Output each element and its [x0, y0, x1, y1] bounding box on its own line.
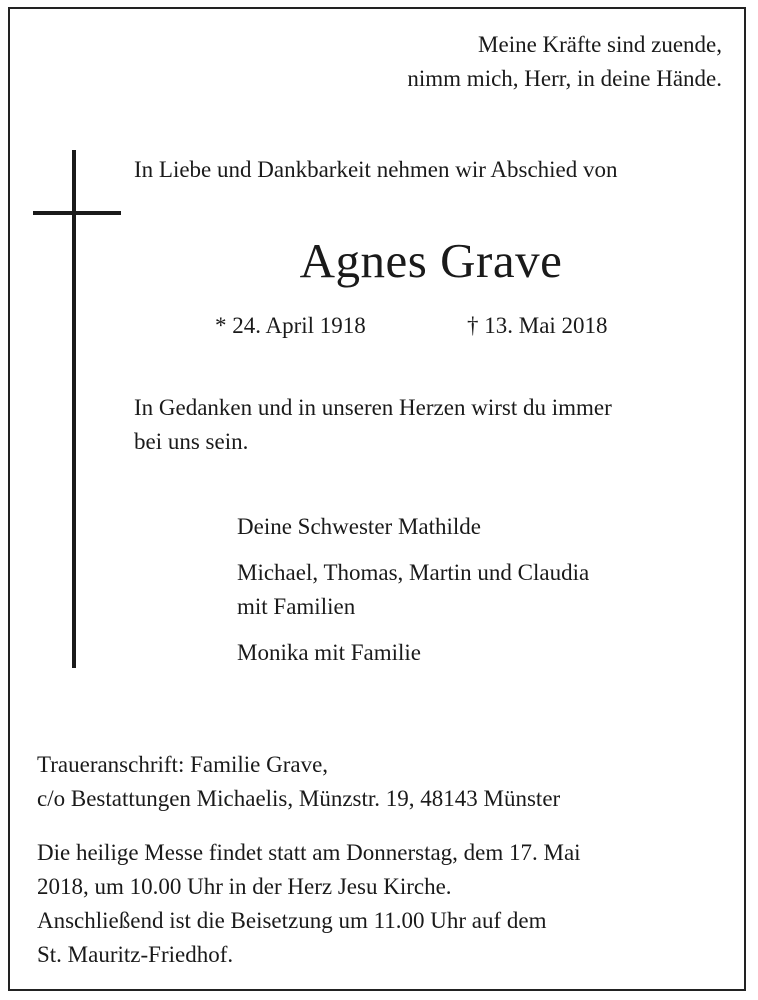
deceased-name: Agnes Grave: [299, 233, 563, 288]
mourner-line: Deine Schwester Mathilde: [237, 514, 481, 539]
mourner-entry: [237, 556, 589, 624]
death-date: † 13. Mai 2018: [467, 313, 608, 338]
motto-line-1: Meine Kräfte sind zuende,: [478, 32, 722, 57]
birth-date: * 24. April 1918: [215, 313, 366, 338]
mass-line-2: 2018, um 10.00 Uhr in der Herz Jesu Kirche.: [37, 874, 452, 899]
cross-horizontal-bar: [33, 211, 121, 215]
remembrance-text: [134, 391, 734, 459]
mourner-line: mit Familien: [237, 594, 356, 619]
mass-line-1: Die heilige Messe findet statt am Donnerstag, dem 17. Mai: [37, 840, 581, 865]
address-line-1: Traueranschrift: Familie Grave,: [37, 752, 329, 777]
mass-line-4: St. Mauritz-Friedhof.: [37, 942, 234, 967]
motto-line-2: nimm mich, Herr, in deine Hände.: [407, 66, 722, 91]
motto-verse: [407, 28, 722, 96]
mass-announcement: [37, 836, 727, 972]
mourner-line: Michael, Thomas, Martin und Claudia: [237, 560, 590, 585]
mourner-line: Monika mit Familie: [237, 640, 421, 665]
remembrance-line-1: In Gedanken und in unseren Herzen wirst du immer: [134, 395, 612, 420]
mass-line-3: Anschließend ist die Beisetzung um 11.00 Uhr auf dem: [37, 908, 547, 933]
mourner-entry: [237, 636, 589, 670]
mourner-entry: [237, 510, 589, 544]
intro-text: In Liebe und Dankbarkeit nehmen wir Abschied von: [134, 157, 618, 182]
mourning-address: [37, 748, 560, 816]
remembrance-line-2: bei uns sein.: [134, 429, 249, 454]
cross-vertical-bar: [72, 150, 76, 668]
mourners-list: [237, 510, 589, 682]
address-line-2: c/o Bestattungen Michaelis, Münzstr. 19, 48143 Münster: [37, 786, 561, 811]
